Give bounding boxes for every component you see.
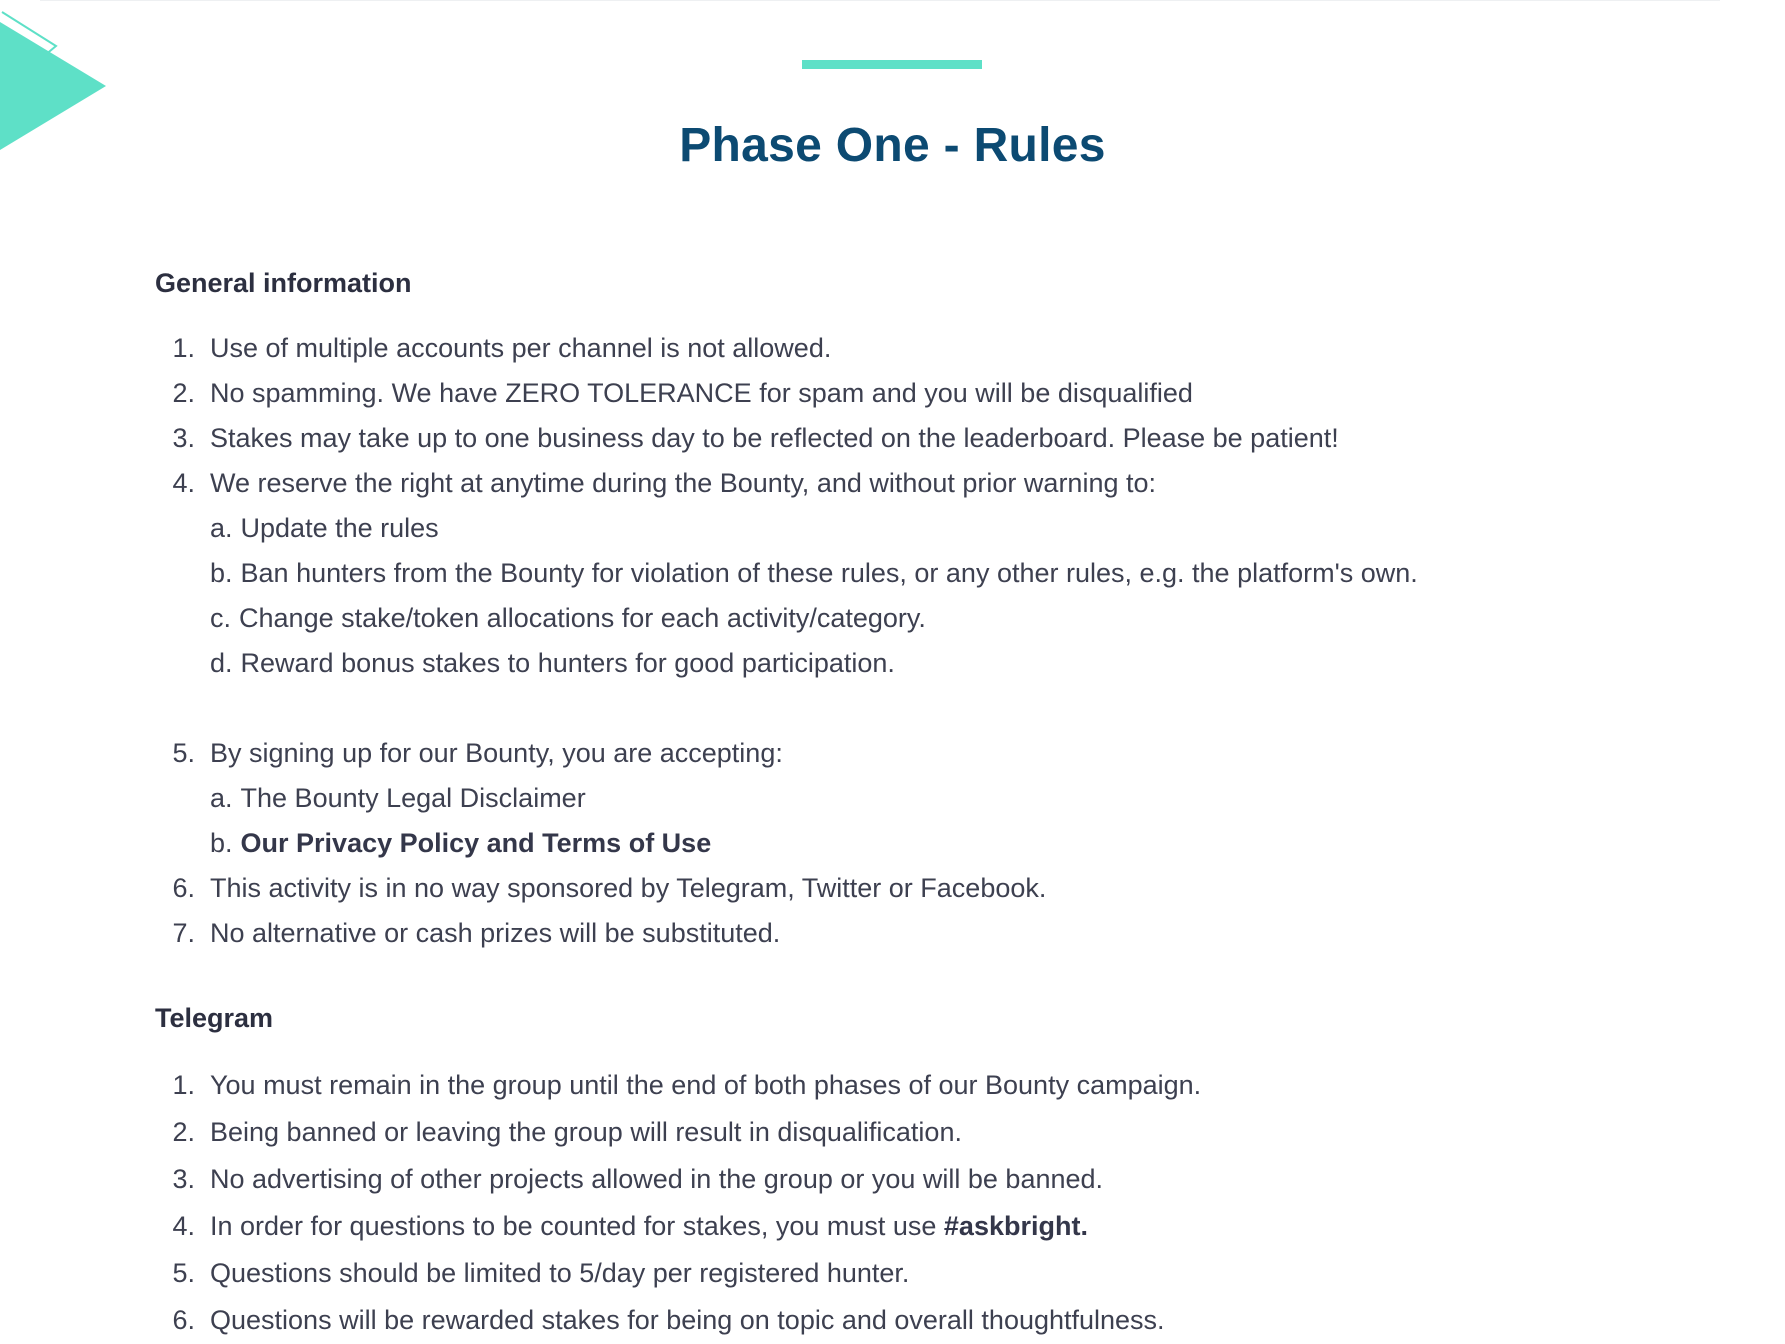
sub-list-letter: a. <box>210 513 233 543</box>
list-number: 4. <box>172 1211 195 1241</box>
sub-list-item <box>155 551 1418 596</box>
rule-text: No spamming. We have ZERO TOLERANCE for spam and you will be disqualified <box>210 378 1193 408</box>
rule-text: By signing up for our Bounty, you are accepting: <box>210 738 783 768</box>
legal-disclaimer-text: The Bounty Legal Disclaimer <box>240 783 586 813</box>
rule-text: Questions will be rewarded stakes for being on topic and overall thoughtfulness. <box>210 1305 1165 1335</box>
general-rules-list <box>155 326 1418 956</box>
sub-list-letter: a. <box>210 783 233 813</box>
sub-list-item <box>155 821 1418 866</box>
general-information-heading: General information <box>155 268 412 298</box>
list-number: 6. <box>172 1305 195 1335</box>
rule-text: No alternative or cash prizes will be substituted. <box>210 918 781 948</box>
sub-list-item <box>155 776 1418 821</box>
rule-text: This activity is in no way sponsored by Telegram, Twitter or Facebook. <box>210 873 1047 903</box>
list-number: 5. <box>172 738 195 768</box>
top-divider <box>40 0 1720 1</box>
list-number: 3. <box>172 1164 195 1194</box>
list-number: 3. <box>172 423 195 453</box>
sub-list-item <box>155 641 1418 686</box>
list-item <box>155 1203 1201 1250</box>
sub-rule-text: Change stake/token allocations for each activity/category. <box>239 603 926 633</box>
list-number: 1. <box>172 333 195 363</box>
list-item <box>155 911 1418 956</box>
list-item <box>155 731 1418 776</box>
list-number: 6. <box>172 873 195 903</box>
telegram-rules-list <box>155 1062 1201 1344</box>
rule-text: Stakes may take up to one business day to be reflected on the leaderboard. Please be patient! <box>210 423 1339 453</box>
list-item <box>155 326 1418 371</box>
rule-text: You must remain in the group until the end of both phases of our Bounty campaign. <box>210 1070 1202 1100</box>
rule-text: No advertising of other projects allowed in the group or you will be banned. <box>210 1164 1104 1194</box>
sub-list-item <box>155 596 1418 641</box>
rule-text: We reserve the right at anytime during the Bounty, and without prior warning to: <box>210 468 1157 498</box>
list-number: 7. <box>172 918 195 948</box>
sub-rule-text: Update the rules <box>240 513 439 543</box>
telegram-heading: Telegram <box>155 1003 274 1033</box>
rule-text: In order for questions to be counted for stakes, you must use <box>210 1211 944 1241</box>
list-item <box>155 461 1418 506</box>
list-item <box>155 1062 1201 1109</box>
askbright-hashtag: #askbright. <box>943 1211 1088 1241</box>
list-number: 1. <box>172 1070 195 1100</box>
list-item <box>155 1297 1201 1344</box>
sub-list-item <box>155 506 1418 551</box>
list-item <box>155 1109 1201 1156</box>
list-number: 2. <box>172 378 195 408</box>
title-accent-bar <box>802 60 982 69</box>
sub-list-letter: c. <box>210 603 232 633</box>
list-item <box>155 416 1418 461</box>
rule-text: Being banned or leaving the group will result in disqualification. <box>210 1117 962 1147</box>
list-item <box>155 371 1418 416</box>
list-item <box>155 866 1418 911</box>
sub-list-letter: d. <box>210 648 233 678</box>
rule-text: Use of multiple accounts per channel is not allowed. <box>210 333 832 363</box>
list-number: 4. <box>172 468 195 498</box>
list-item <box>155 1156 1201 1203</box>
list-item <box>155 1250 1201 1297</box>
sub-rule-text: Reward bonus stakes to hunters for good participation. <box>240 648 895 678</box>
page-title: Phase One - Rules <box>679 119 1106 172</box>
rule-text: Questions should be limited to 5/day per registered hunter. <box>210 1258 910 1288</box>
list-number: 2. <box>172 1117 195 1147</box>
list-number: 5. <box>172 1258 195 1288</box>
sub-list-letter: b. <box>210 828 233 858</box>
sub-rule-text: Ban hunters from the Bounty for violation of these rules, or any other rules, e.g. the platform's own. <box>240 558 1418 588</box>
sub-list-letter: b. <box>210 558 233 588</box>
privacy-policy-link[interactable]: Our Privacy Policy and Terms of Use <box>240 828 712 858</box>
